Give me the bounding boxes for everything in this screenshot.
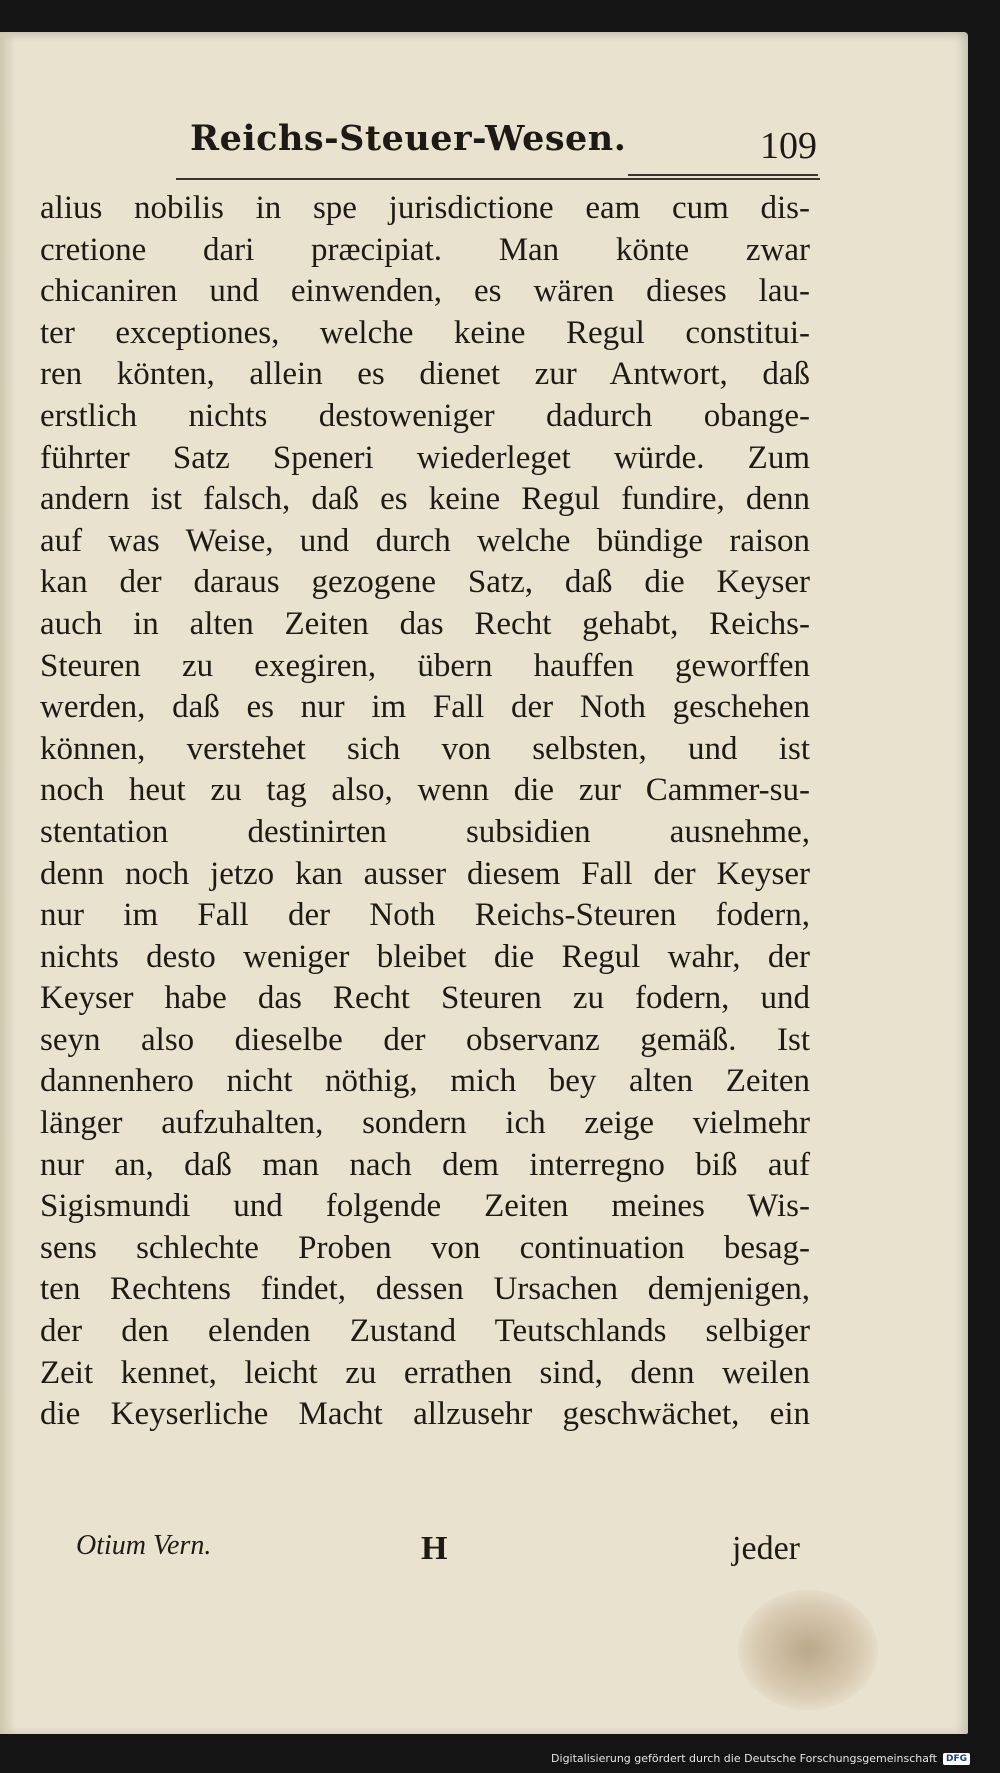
text-line: Sigismundi und folgende Zeiten meines Wis- (40, 1188, 810, 1225)
signature-note: Otium Vern. (76, 1530, 212, 1561)
text-line: Zeit kennet, leicht zu errathen sind, denn weilen (40, 1354, 810, 1391)
text-line: nur im Fall der Noth Reichs-Steuren fodern, (40, 897, 810, 934)
page-footer (76, 1530, 800, 1580)
header-rule (176, 178, 820, 180)
dfg-logo-icon: DFG (943, 1753, 970, 1765)
page-number: 109 (760, 125, 817, 167)
text-line: Steuren zu exegiren, übern hauffen geworffen (40, 647, 810, 684)
text-line: führter Satz Speneri wiederleget würde. Zum (40, 439, 810, 476)
text-line: auf was Weise, und durch welche bündige raison (40, 522, 810, 559)
text-line: denn noch jetzo kan ausser diesem Fall der Keyser (40, 855, 810, 892)
text-line: seyn also dieselbe der observanz gemäß. Ist (40, 1021, 810, 1058)
catchword: jeder (732, 1530, 800, 1567)
signature-mark: H (421, 1530, 448, 1567)
text-line: werden, daß es nur im Fall der Noth geschehen (40, 689, 810, 726)
page-gutter-shadow (0, 32, 16, 1734)
body-text (40, 188, 810, 1436)
paper-stain (738, 1590, 878, 1710)
text-line: kan der daraus gezogene Satz, daß die Keyser (40, 564, 810, 601)
text-line: dannenhero nicht nöthig, mich bey alten Zeiten (40, 1063, 810, 1100)
text-line: cretione dari præcipiat. Man könte zwar (40, 231, 810, 268)
text-line: Keyser habe das Recht Steuren zu fodern, und (40, 980, 810, 1017)
header-rule-accent (628, 174, 818, 176)
digitization-credit (551, 1752, 970, 1765)
text-line: ren könten, allein es dienet zur Antwort, daß (40, 356, 810, 393)
text-line: erstlich nichts destoweniger dadurch obange- (40, 397, 810, 434)
text-line: nur an, daß man nach dem interregno biß auf (40, 1146, 810, 1183)
running-head: Reichs-Steuer-Wesen. (190, 118, 627, 159)
text-line: auch in alten Zeiten das Recht gehabt, Reichs- (40, 605, 810, 642)
text-line: chicaniren und einwenden, es wären dieses lau- (40, 273, 810, 310)
text-line: nichts desto weniger bleibet die Regul wahr, der (40, 938, 810, 975)
text-line: alius nobilis in spe jurisdictione eam cum dis- (40, 190, 810, 226)
text-line: noch heut zu tag also, wenn die zur Cammer-su- (40, 772, 810, 809)
credit-text: Digitalisierung gefördert durch die Deutsche Forschungsgemeinschaft (551, 1752, 937, 1765)
text-line: die Keyserliche Macht allzusehr geschwächet, ein (40, 1396, 810, 1433)
text-line: länger aufzuhalten, sondern ich zeige vielmehr (40, 1105, 810, 1142)
text-line: ten Rechtens findet, dessen Ursachen demjenigen, (40, 1271, 810, 1308)
text-line: stentation destinirten subsidien ausnehme, (40, 813, 810, 850)
text-line: der den elenden Zustand Teutschlands selbiger (40, 1313, 810, 1350)
text-line: andern ist falsch, daß es keine Regul fundire, denn (40, 481, 810, 518)
text-line: sens schlechte Proben von continuation besag- (40, 1229, 810, 1266)
text-line: können, verstehet sich von selbsten, und ist (40, 730, 810, 767)
text-line: ter exceptiones, welche keine Regul constitui- (40, 314, 810, 351)
